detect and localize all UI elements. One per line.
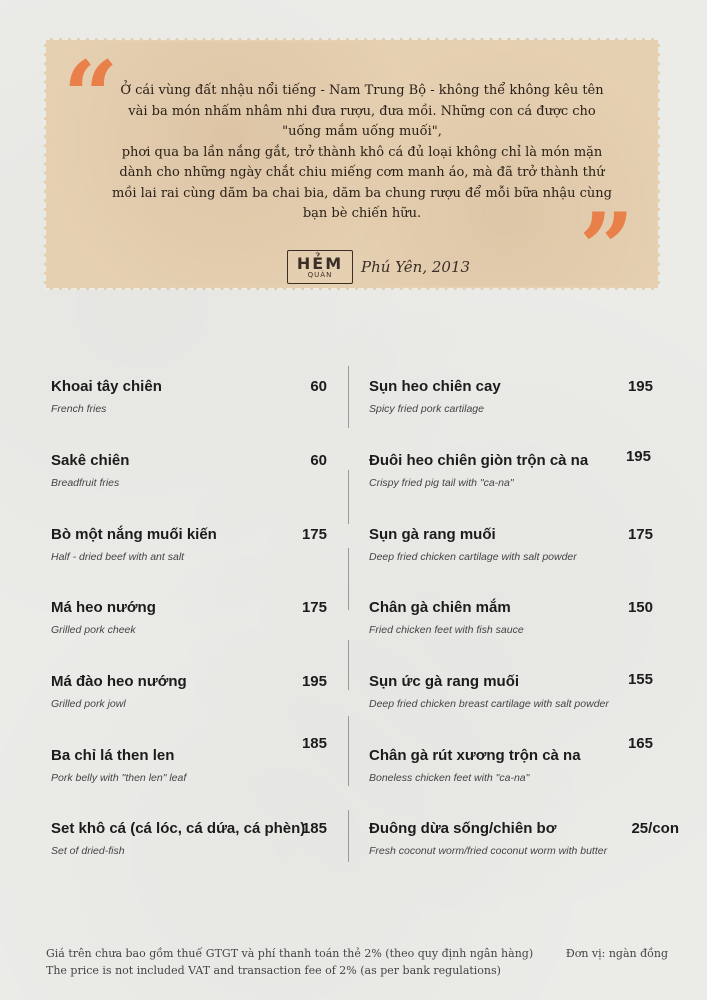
intro-quote [107, 81, 617, 225]
item-name: Sakê chiên [51, 452, 130, 469]
menu-item [51, 665, 331, 725]
column-divider [348, 810, 349, 862]
currency-unit: Đơn vị: ngàn đồng [565, 947, 668, 960]
quote-line: mồi lai rai cùng dăm ba chai bia, dăm ba chung rượu để mỗi bữa nhậu cùng [112, 185, 612, 201]
item-description: Fresh coconut worm/fried coconut worm with butter [369, 845, 608, 857]
item-description: Deep fried chicken cartilage with salt powder [369, 551, 577, 563]
item-description: Set of dried-fish [51, 845, 125, 857]
item-price: 25/con [631, 820, 679, 837]
menu-item [369, 370, 679, 430]
item-description: Fried chicken feet with fish sauce [369, 624, 524, 636]
item-description: Breadfruit fries [51, 477, 120, 489]
item-price: 155 [627, 671, 653, 688]
quote-line: dành cho những ngày chắt chiu miếng cơm manh áo, mà đã trở thành thứ [119, 165, 605, 180]
item-name: Sụn heo chiên cay [369, 378, 501, 395]
item-price: 175 [627, 526, 653, 543]
menu-item [51, 370, 331, 430]
item-price: 185 [301, 735, 327, 752]
item-name: Má đào heo nướng [51, 673, 187, 690]
signature: Phú Yên, 2013 [361, 258, 471, 276]
quote-line: bạn bè chiến hữu. [302, 206, 422, 221]
item-name: Chân gà chiên mắm [369, 599, 511, 616]
menu-item [369, 812, 679, 872]
column-divider [348, 470, 349, 524]
item-price: 185 [301, 820, 327, 837]
menu-item [369, 444, 679, 504]
item-price: 195 [627, 378, 653, 395]
item-price: 195 [625, 448, 651, 465]
item-name: Set khô cá (cá lóc, cá dứa, cá phèn) [51, 820, 306, 837]
signature-row [287, 249, 470, 285]
item-price: 165 [627, 735, 653, 752]
item-description: French fries [51, 403, 107, 415]
item-description: Pork belly with "then len" leaf [51, 772, 187, 784]
menu-item [51, 518, 331, 578]
quote-line: vài ba món nhấm nhâm nhi đưa rượu, đưa mồi. Những con cá được cho [128, 103, 596, 119]
item-name: Má heo nướng [51, 599, 156, 616]
item-description: Deep fried chicken breast cartilage with salt powder [369, 698, 609, 710]
price-note-footer [46, 945, 668, 979]
item-description: Boneless chicken feet with "ca-na" [369, 772, 530, 784]
item-name: Sụn gà rang muối [369, 526, 496, 543]
item-name: Khoai tây chiên [51, 378, 162, 395]
close-quote-icon: ” [579, 192, 635, 305]
item-name: Sụn ức gà rang muối [369, 673, 520, 690]
logo-text-top: HẺM [296, 253, 344, 273]
menu-item [51, 735, 331, 799]
price-note-en: The price is not included VAT and transaction fee of 2% (as per bank regulations) [46, 964, 501, 977]
menu-item [369, 518, 679, 578]
menu-item [51, 812, 331, 872]
item-name: Đuông dừa sống/chiên bơ [369, 820, 557, 837]
item-price: 60 [310, 452, 327, 469]
item-price: 150 [627, 599, 653, 616]
menu-item [369, 591, 679, 651]
open-quote-icon: “ [63, 40, 119, 153]
price-note-vi: Giá trên chưa bao gồm thuế GTGT và phí thanh toán thẻ 2% (theo quy định ngân hàng) [46, 947, 534, 960]
quote-line: phơi qua ba lần nắng gắt, trở thành khô cá đủ loại không chỉ là món mặn [121, 144, 603, 160]
item-name: Bò một nắng muối kiến [51, 526, 217, 543]
menu-item [51, 444, 331, 504]
menu-item [51, 591, 331, 651]
menu-item [369, 735, 679, 799]
item-price: 175 [301, 599, 327, 616]
brand-logo [287, 250, 353, 284]
quote-line: Ở cái vùng đất nhậu nổi tiếng - Nam Trung Bộ - không thể không kêu tên [120, 83, 604, 98]
item-description: Crispy fried pig tail with "ca-na" [369, 477, 514, 489]
column-divider [348, 716, 349, 786]
column-divider [348, 548, 349, 610]
column-divider [348, 366, 349, 428]
item-name: Đuôi heo chiên giòn trộn cà na [369, 452, 589, 469]
item-description: Grilled pork cheek [51, 624, 136, 636]
item-name: Ba chỉ lá then len [51, 747, 175, 764]
item-price: 195 [301, 673, 327, 690]
item-description: Half - dried beef with ant salt [51, 551, 185, 563]
item-price: 175 [301, 526, 327, 543]
logo-text-bottom: QUÁN [307, 270, 333, 279]
column-divider [348, 640, 349, 690]
item-price: 60 [310, 378, 327, 395]
menu-item [369, 665, 679, 725]
item-description: Grilled pork jowl [51, 698, 126, 710]
quote-panel [44, 38, 660, 305]
quote-line: "uống mắm uống muối", [282, 124, 442, 139]
item-name: Chân gà rút xương trộn cà na [369, 747, 581, 764]
item-description: Spicy fried pork cartilage [369, 403, 484, 415]
